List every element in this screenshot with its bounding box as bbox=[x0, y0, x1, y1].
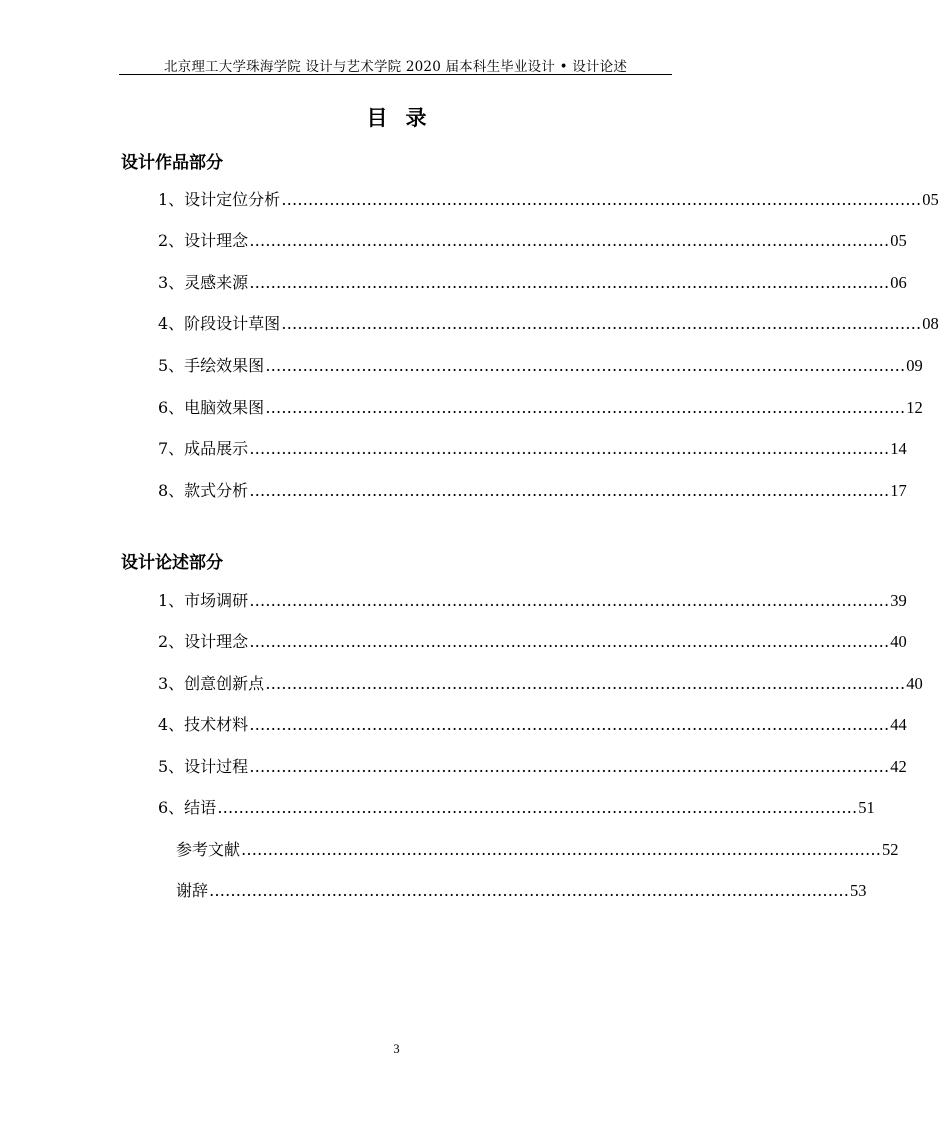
toc-entry-label: 2、设计理念 bbox=[158, 632, 249, 651]
dot-leader: ………………………………………………………………………………………………………… bbox=[241, 840, 882, 859]
dot-leader: ………………………………………………………………………………………………………… bbox=[249, 273, 890, 292]
toc-entry-label: 3、创意创新点 bbox=[158, 674, 265, 693]
toc-entry-label: 5、手绘效果图 bbox=[158, 356, 265, 375]
dot-leader: ………………………………………………………………………………………………………… bbox=[209, 881, 850, 900]
toc-entry-page: 05 bbox=[922, 190, 939, 209]
dot-leader: ………………………………………………………………………………………………………… bbox=[249, 231, 890, 250]
section-heading-works: 设计作品部分 bbox=[121, 153, 223, 173]
toc-entry-page: 09 bbox=[906, 356, 923, 375]
toc-entry-page: 05 bbox=[890, 231, 907, 250]
dot-leader: ………………………………………………………………………………………………………… bbox=[281, 314, 922, 333]
toc-entry[interactable] bbox=[158, 480, 907, 502]
toc-entry[interactable] bbox=[158, 756, 907, 778]
section-heading-discussion: 设计论述部分 bbox=[121, 553, 223, 573]
toc-entry-label: 4、阶段设计草图 bbox=[158, 314, 281, 333]
toc-entry-page: 53 bbox=[850, 881, 867, 900]
toc-entry[interactable] bbox=[158, 272, 907, 294]
toc-entry-label: 3、灵感来源 bbox=[158, 273, 249, 292]
dot-leader: ………………………………………………………………………………………………………… bbox=[217, 798, 858, 817]
toc-entry-page: 08 bbox=[922, 314, 939, 333]
toc-entry-label: 参考文献 bbox=[176, 840, 241, 859]
toc-entry-label: 4、技术材料 bbox=[158, 715, 249, 734]
toc-entry-acknowledgements[interactable] bbox=[176, 880, 867, 902]
dot-leader: ………………………………………………………………………………………………………… bbox=[249, 481, 890, 500]
toc-title: 目录 bbox=[366, 106, 445, 130]
toc-entry-label: 2、设计理念 bbox=[158, 231, 249, 250]
dot-leader: ………………………………………………………………………………………………………… bbox=[249, 632, 890, 651]
toc-entry-page: 17 bbox=[890, 481, 907, 500]
dot-leader: ………………………………………………………………………………………………………… bbox=[249, 757, 890, 776]
toc-entry-references[interactable] bbox=[176, 839, 899, 861]
toc-entry[interactable] bbox=[158, 189, 939, 211]
toc-entry-page: 06 bbox=[890, 273, 907, 292]
toc-entry[interactable] bbox=[158, 590, 907, 612]
toc-entry-label: 1、市场调研 bbox=[158, 591, 249, 610]
dot-leader: ………………………………………………………………………………………………………… bbox=[281, 190, 922, 209]
dot-leader: ………………………………………………………………………………………………………… bbox=[265, 356, 906, 375]
toc-entry-page: 42 bbox=[890, 757, 907, 776]
toc-entry-label: 5、设计过程 bbox=[158, 757, 249, 776]
dot-leader: ………………………………………………………………………………………………………… bbox=[265, 674, 906, 693]
dot-leader: ………………………………………………………………………………………………………… bbox=[249, 715, 890, 734]
running-header: 北京理工大学珠海学院 设计与艺术学院 2020 届本科生毕业设计 • 设计论述 bbox=[163, 59, 628, 75]
toc-entry-page: 14 bbox=[890, 439, 907, 458]
toc-entry[interactable] bbox=[158, 313, 939, 335]
toc-entry-label: 1、设计定位分析 bbox=[158, 190, 281, 209]
toc-entry-label: 6、电脑效果图 bbox=[158, 398, 265, 417]
toc-entry-page: 52 bbox=[882, 840, 899, 859]
toc-entry[interactable] bbox=[158, 438, 907, 460]
toc-entry-page: 39 bbox=[890, 591, 907, 610]
toc-entry[interactable] bbox=[158, 714, 907, 736]
toc-entry-label: 谢辞 bbox=[176, 881, 209, 900]
dot-leader: ………………………………………………………………………………………………………… bbox=[249, 591, 890, 610]
toc-entry-page: 40 bbox=[890, 632, 907, 651]
toc-entry[interactable] bbox=[158, 673, 923, 695]
toc-entry[interactable] bbox=[158, 355, 923, 377]
toc-entry-page: 44 bbox=[890, 715, 907, 734]
toc-entry-label: 7、成品展示 bbox=[158, 439, 249, 458]
toc-entry-label: 8、款式分析 bbox=[158, 481, 249, 500]
dot-leader: ………………………………………………………………………………………………………… bbox=[265, 398, 906, 417]
page-number: 3 bbox=[393, 1042, 400, 1056]
header-rule bbox=[119, 74, 672, 75]
toc-entry[interactable] bbox=[158, 230, 907, 252]
toc-entry[interactable] bbox=[158, 631, 907, 653]
toc-entry[interactable] bbox=[158, 397, 923, 419]
dot-leader: ………………………………………………………………………………………………………… bbox=[249, 439, 890, 458]
toc-entry-page: 12 bbox=[906, 398, 923, 417]
toc-entry-label: 6、结语 bbox=[158, 798, 217, 817]
toc-entry[interactable] bbox=[158, 797, 875, 819]
toc-entry-page: 51 bbox=[858, 798, 875, 817]
toc-entry-page: 40 bbox=[906, 674, 923, 693]
